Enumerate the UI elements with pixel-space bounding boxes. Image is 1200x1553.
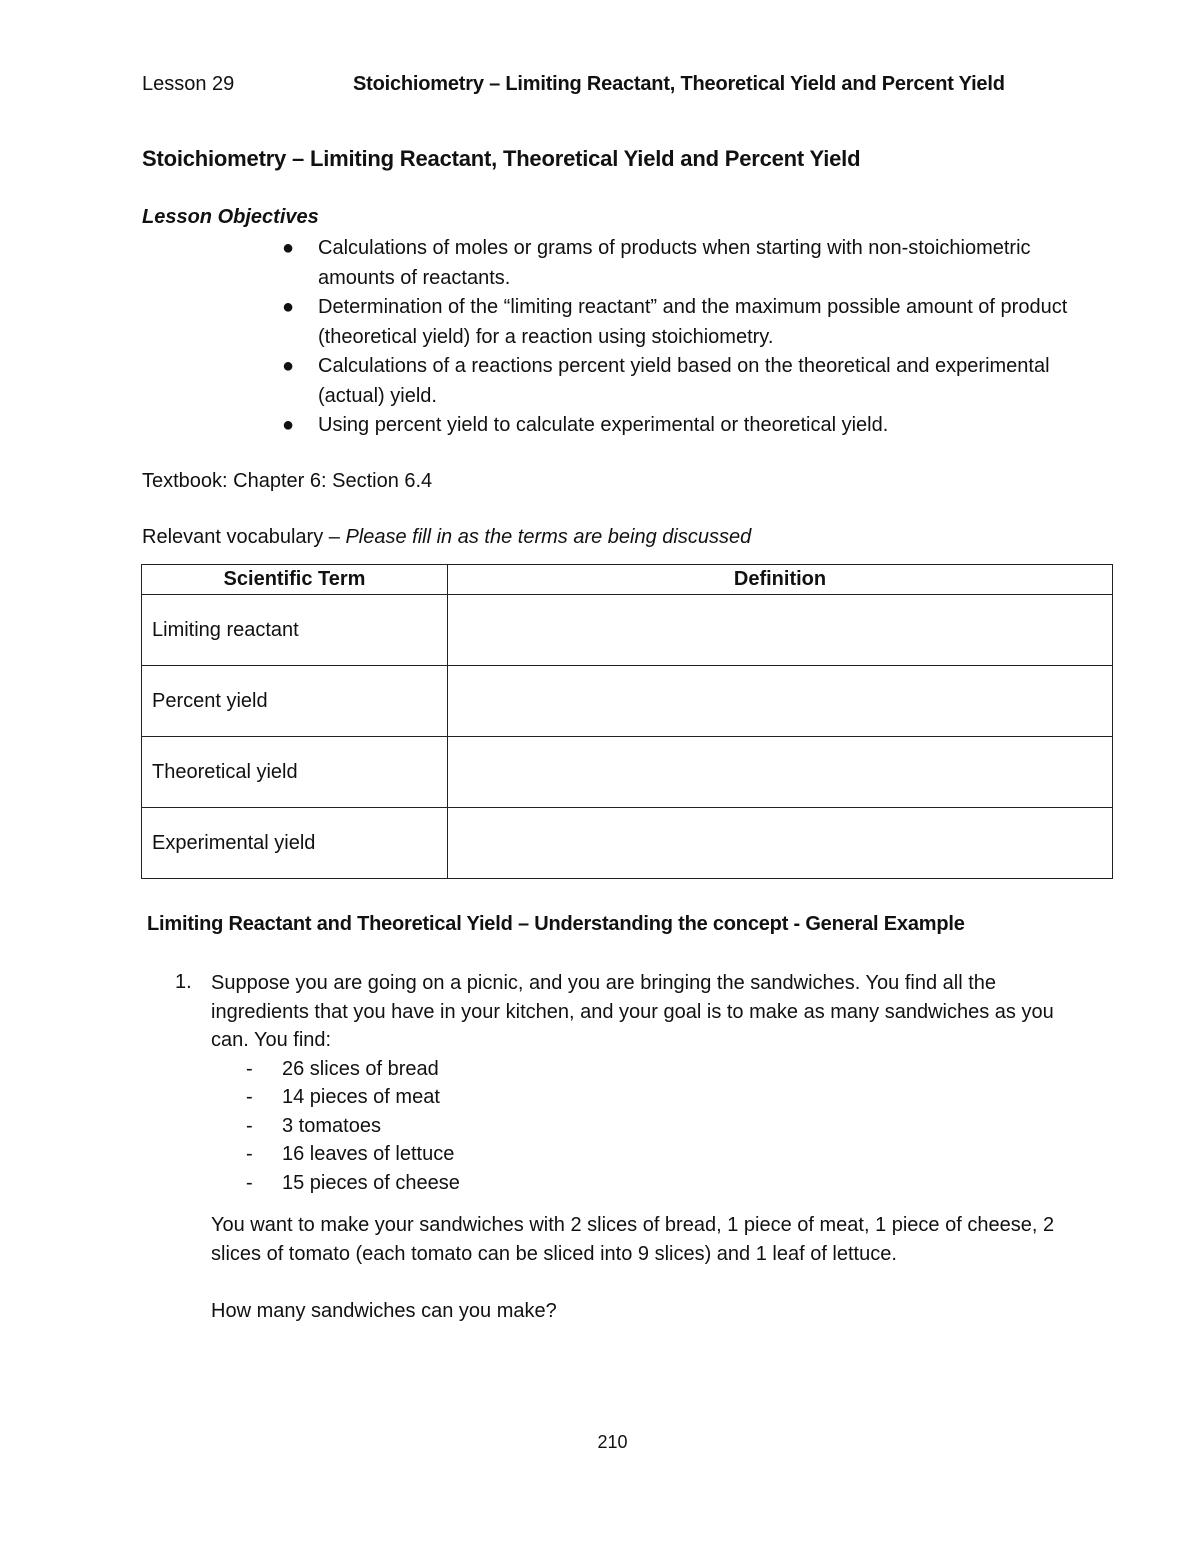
textbook-reference: Textbook: Chapter 6: Section 6.4 xyxy=(142,470,433,492)
table-row xyxy=(142,737,1113,808)
column-header-term: Scientific Term xyxy=(142,565,448,595)
table-row xyxy=(142,808,1113,879)
bullet-icon: ● xyxy=(282,237,295,259)
objective-item: ● Calculations of a reactions percent yield based on the theoretical and experimental (actual) yield. xyxy=(280,352,1100,411)
table-row xyxy=(142,666,1113,737)
vocabulary-table xyxy=(141,564,1113,879)
page-title: Stoichiometry – Limiting Reactant, Theoretical Yield and Percent Yield xyxy=(142,146,861,171)
objectives-list xyxy=(280,234,1100,441)
term-cell: Theoretical yield xyxy=(142,737,448,808)
term-cell: Percent yield xyxy=(142,666,448,737)
table-row xyxy=(142,595,1113,666)
question-body xyxy=(211,969,1091,1326)
question-intro: Suppose you are going on a picnic, and you are bringing the sandwiches. You find all the ingredients that you have in your kitchen, and your goal is to make as many sandwiches as you can. You find: xyxy=(211,972,1054,1051)
objectives-heading: Lesson Objectives xyxy=(142,206,319,228)
list-item: - 14 pieces of meat xyxy=(246,1086,440,1108)
definition-cell[interactable] xyxy=(448,666,1113,737)
bullet-icon: ● xyxy=(282,414,295,436)
list-item: - 16 leaves of lettuce xyxy=(246,1143,455,1165)
objective-item: ● Using percent yield to calculate experimental or theoretical yield. xyxy=(280,411,1100,441)
header-lesson-number: Lesson 29 xyxy=(142,73,235,95)
vocabulary-intro: Relevant vocabulary – Please fill in as the terms are being discussed xyxy=(142,526,752,548)
term-cell: Experimental yield xyxy=(142,808,448,879)
list-item: - 3 tomatoes xyxy=(246,1114,381,1137)
bullet-icon: ● xyxy=(282,355,295,377)
bullet-icon: ● xyxy=(282,296,295,318)
sandwich-recipe: You want to make your sandwiches with 2 slices of bread, 1 piece of meat, 1 piece of cheese, 2 slices of tomato (each tomato can be sliced into 9 slices) and 1 leaf of lettuce. xyxy=(211,1214,1055,1265)
definition-cell[interactable] xyxy=(448,737,1113,808)
header-lesson-title: Stoichiometry – Limiting Reactant, Theoretical Yield and Percent Yield xyxy=(353,73,1005,95)
objective-item: ● Determination of the “limiting reactant” and the maximum possible amount of product (theoretical yield) for a reaction using stoichiometry. xyxy=(280,293,1100,352)
question-number: 1. xyxy=(175,971,192,993)
list-item: - 15 pieces of cheese xyxy=(246,1171,460,1194)
section-heading: Limiting Reactant and Theoretical Yield – Understanding the concept - General Example xyxy=(147,913,965,935)
definition-cell[interactable] xyxy=(448,595,1113,666)
definition-cell[interactable] xyxy=(448,808,1113,879)
column-header-definition: Definition xyxy=(448,565,1113,595)
question-prompt: How many sandwiches can you make? xyxy=(211,1300,557,1322)
vocabulary-instruction: Please fill in as the terms are being discussed xyxy=(345,526,752,548)
page-number: 210 xyxy=(597,1432,628,1452)
table-header-row xyxy=(142,565,1113,595)
term-cell: Limiting reactant xyxy=(142,595,448,666)
objective-item: ● Calculations of moles or grams of products when starting with non-stoichiometric amounts of reactants. xyxy=(280,234,1100,293)
list-item: - 26 slices of bread xyxy=(246,1057,439,1080)
ingredient-list xyxy=(211,1055,1091,1198)
